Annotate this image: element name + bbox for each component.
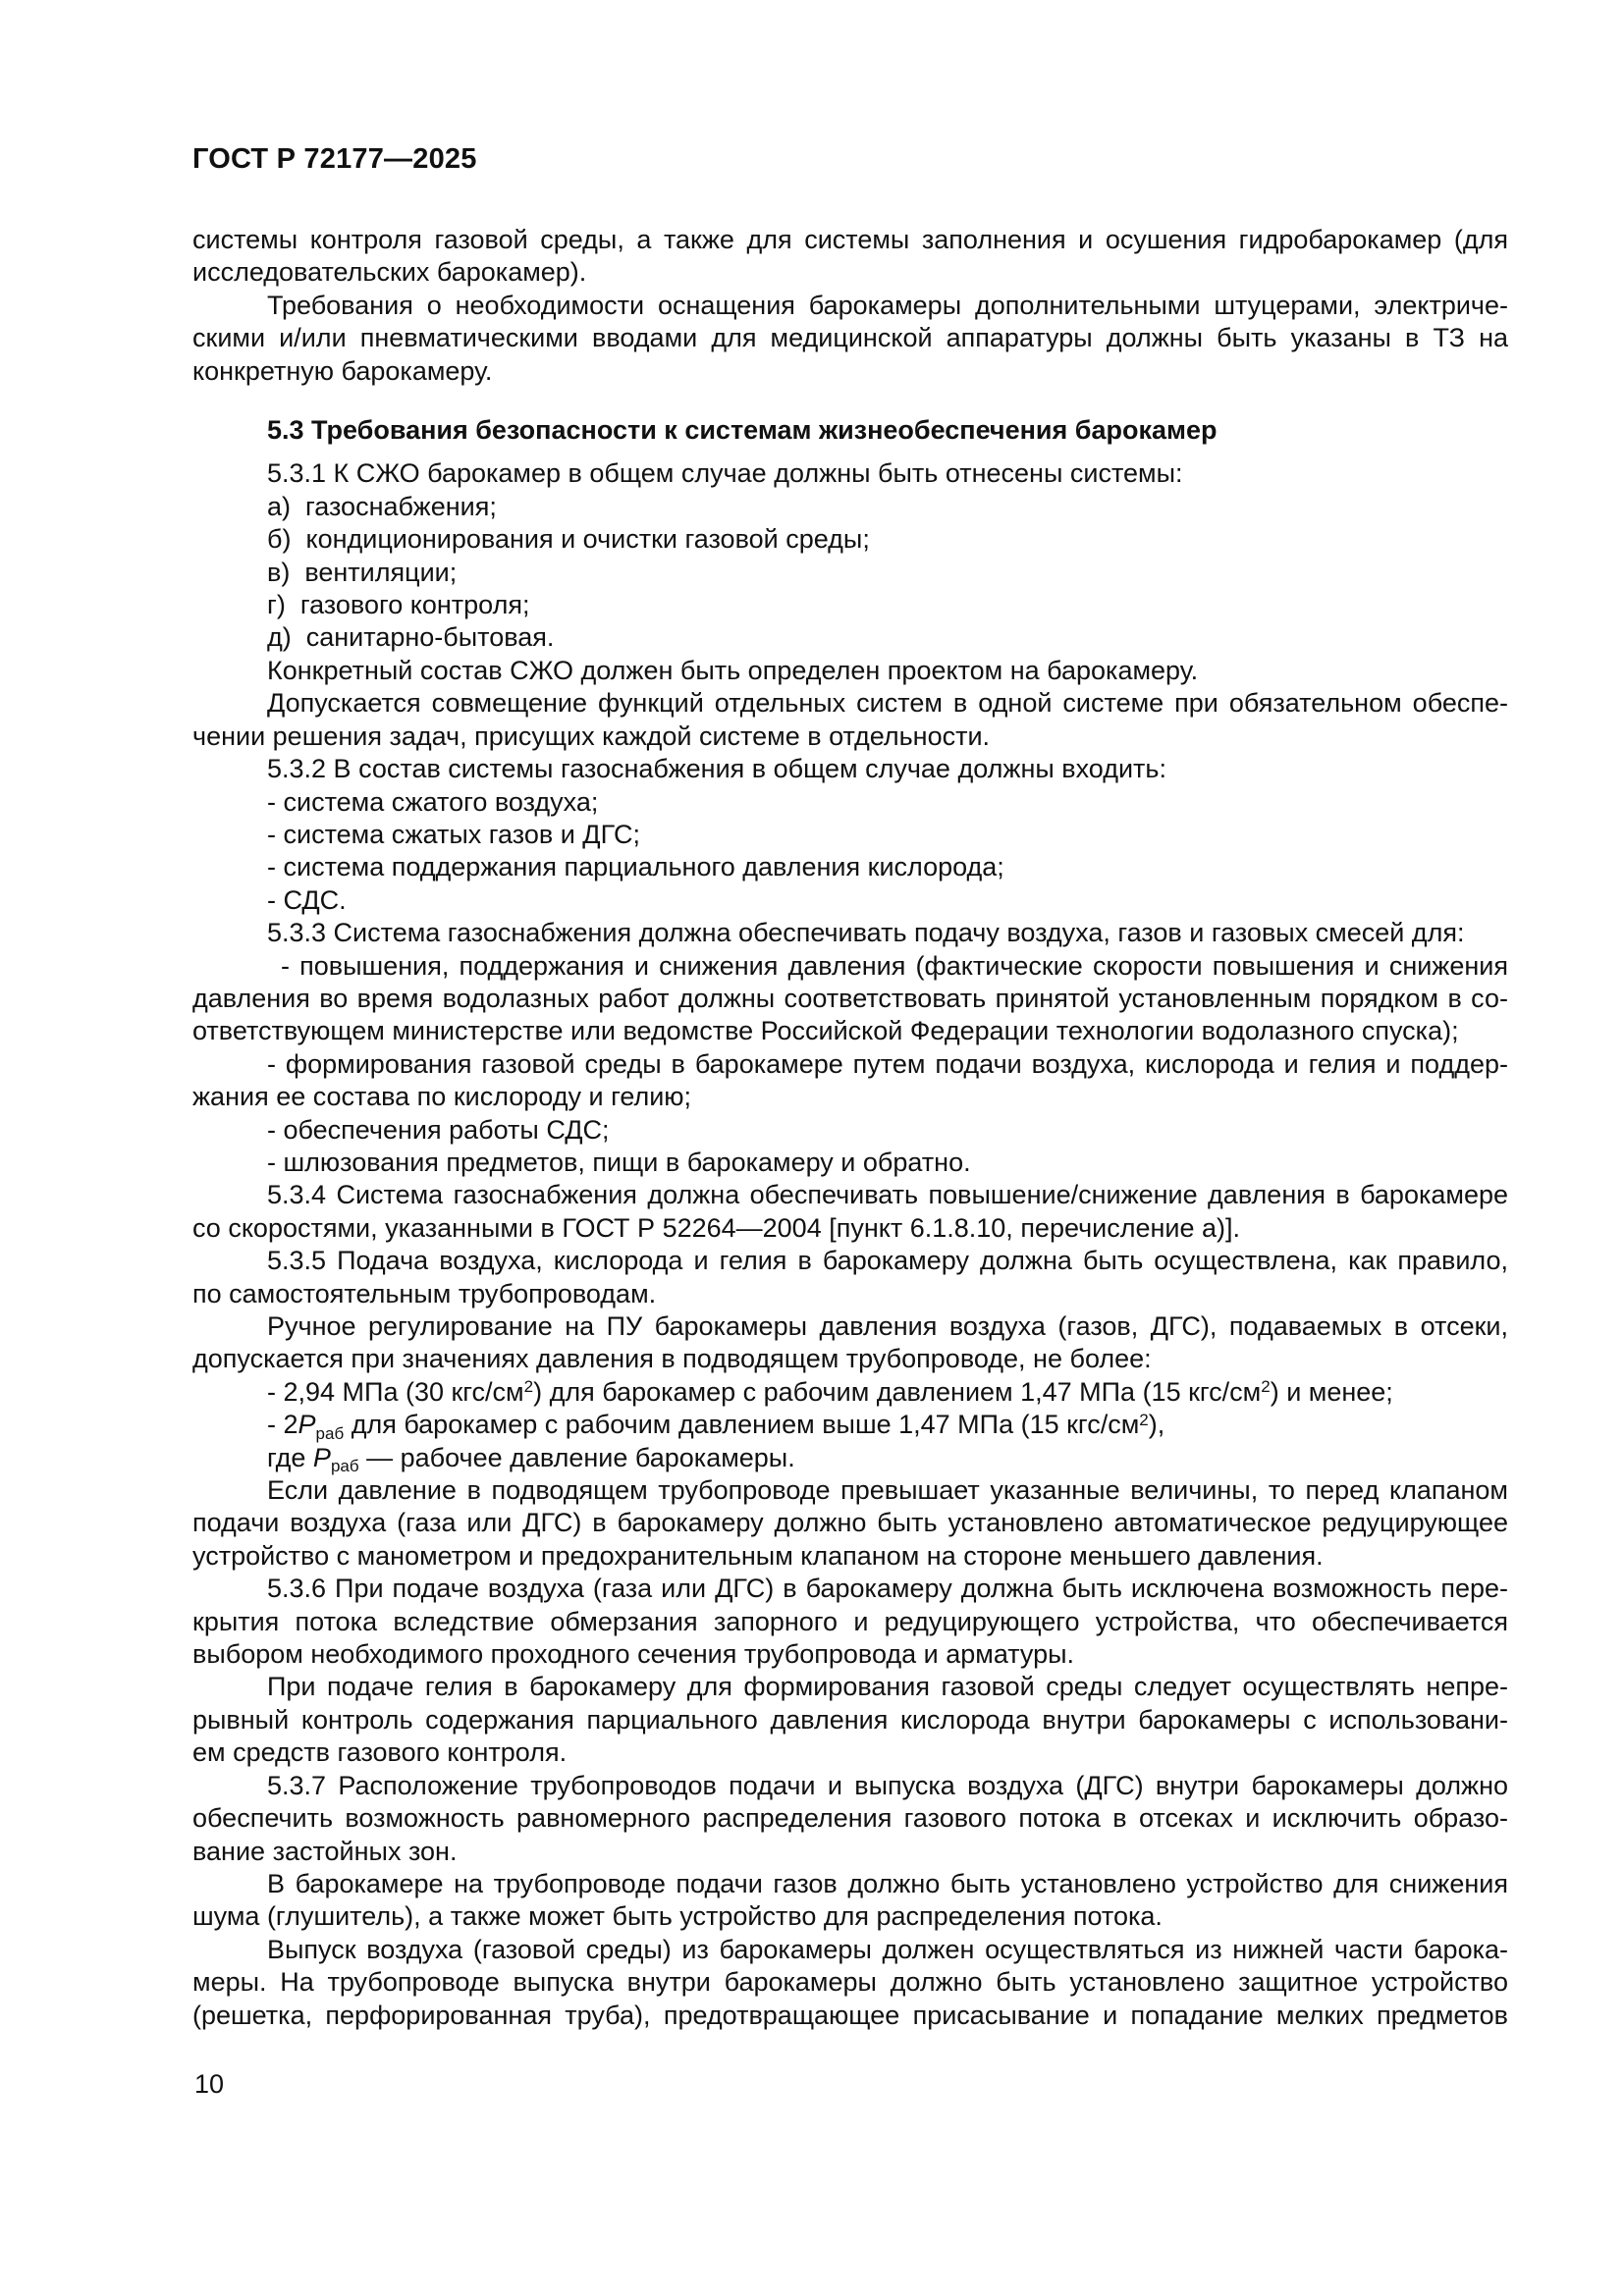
- text-line: 5.3.2 В состав системы газоснабжения в общем случае должны входить:: [267, 754, 1166, 784]
- paragraph: [192, 1147, 1508, 1179]
- text-line: чении решения задач, присущих каждой системе в отдельности.: [192, 721, 991, 751]
- superscript: 2: [1139, 1410, 1149, 1429]
- text-line: исследовательских барокамер).: [192, 257, 587, 288]
- text-line: а) газоснабжения;: [267, 491, 497, 521]
- text-line: 5.3 Требования безопасности к системам жизнеобеспечения барокамер: [267, 415, 1218, 446]
- text-line: Конкретный состав СЖО должен быть определен проектом на барокамеру.: [267, 655, 1199, 685]
- text-line: 5.3.1 К СЖО барокамер в общем случае должны быть отнесены системы:: [267, 458, 1183, 489]
- paragraph: [192, 1671, 1508, 1769]
- text-line: - обеспечения работы СДС;: [267, 1114, 610, 1145]
- paragraph: [192, 786, 1508, 819]
- paragraph: [192, 1310, 1508, 1376]
- text-line: - СДС.: [267, 884, 347, 915]
- text-line: Требования о необходимости оснащения барокамеры дополнительными штуцерами, электриче-: [267, 290, 1508, 320]
- text-line: давления во время водолазных работ должны соответствовать принятой установленным порядком в со-: [192, 983, 1508, 1013]
- text-line: 5.3.3 Система газоснабжения должна обеспечивать подачу воздуха, газов и газовых смесей для:: [267, 918, 1465, 948]
- text-line: Выпуск воздуха (газовой среды) из барокамеры должен осуществляться из нижней части барока-: [267, 1934, 1508, 1964]
- text-line: Допускается совмещение функций отдельных систем в одной системе при обязательном обеспе-: [267, 688, 1508, 719]
- text-line: ответствующем министерстве или ведомстве Российской Федерации технологии водолазного спуска);: [192, 1016, 1459, 1046]
- paragraph: [192, 1245, 1508, 1310]
- text-line: г) газового контроля;: [267, 590, 530, 620]
- text-line: 5.3.4 Система газоснабжения должна обеспечивать повышение/снижение давления в барокамере: [267, 1180, 1508, 1210]
- text-line: скими и/или пневматическими вводами для медицинской аппаратуры должны быть указаны в ТЗ на: [192, 323, 1508, 353]
- text-line: где $P_{раб}$ — рабочее давление барокамеры.: [267, 1442, 795, 1476]
- italic-variable: P: [312, 1442, 331, 1472]
- text-line: ем средств газового контроля.: [192, 1737, 568, 1768]
- paragraph: [192, 557, 1508, 589]
- paragraph: [192, 917, 1508, 949]
- text-line: допускается при значениях давления в подводящем трубопроводе, не более:: [192, 1344, 1152, 1374]
- paragraph: [192, 621, 1508, 654]
- paragraph: [192, 1048, 1508, 1114]
- paragraph: [192, 1868, 1508, 1934]
- paragraph: [192, 1442, 1508, 1474]
- text-line: - формирования газовой среды в барокамере путем подачи воздуха, кислорода и гелия и поддер-: [267, 1048, 1508, 1079]
- text-line: 5.3.7 Расположение трубопроводов подачи и выпуска воздуха (ДГС) внутри барокамеры должно: [267, 1770, 1508, 1800]
- text-line: При подаче гелия в барокамеру для формирования газовой среды следует осуществлять непре-: [267, 1672, 1508, 1702]
- paragraph: [192, 1376, 1508, 1409]
- text-line: - система сжатого воздуха;: [267, 786, 599, 817]
- paragraph: [192, 819, 1508, 851]
- text-line: Ручное регулирование на ПУ барокамеры давления воздуха (газов, ДГС), подаваемых в отсеки,: [267, 1311, 1508, 1341]
- page-number: 10: [194, 2069, 225, 2099]
- document-body: [192, 224, 1508, 2032]
- text-line: вание застойных зон.: [192, 1836, 458, 1866]
- superscript: 2: [523, 1377, 534, 1397]
- paragraph: [192, 950, 1508, 1048]
- paragraph: [192, 1474, 1508, 1573]
- paragraph: [192, 753, 1508, 785]
- paragraph: [192, 457, 1508, 490]
- paragraph: [192, 655, 1508, 687]
- text-line: шума (глушитель), а также может быть устройство для распределения потока.: [192, 1901, 1163, 1932]
- text-line: б) кондиционирования и очистки газовой среды;: [267, 524, 870, 555]
- paragraph: [192, 884, 1508, 917]
- paragraph: [192, 523, 1508, 556]
- paragraph: [192, 290, 1508, 388]
- paragraph: [192, 589, 1508, 621]
- text-line: жания ее состава по кислороду и гелию;: [192, 1082, 692, 1112]
- paragraph: [192, 1934, 1508, 2032]
- text-line: - система поддержания парциального давления кислорода;: [267, 852, 1004, 882]
- text-line: - шлюзования предметов, пищи в барокамеру и обратно.: [267, 1147, 971, 1177]
- text-line: - 2,94 МПа (30 кгс/$см^2$) для барокамер с рабочим давлением 1,47 МПа (15 кгс/$см^2$) и менее;: [267, 1376, 1393, 1407]
- text-line: - повышения, поддержания и снижения давления (фактические скорости повышения и снижения: [281, 950, 1508, 981]
- text-line: обеспечить возможность равномерного распределения газового потока в отсеках и исключить образо-: [192, 1803, 1508, 1834]
- text-line: Если давление в подводящем трубопроводе превышает указанные величины, то перед клапаном: [267, 1475, 1508, 1506]
- text-line: выбором необходимого проходного сечения трубопровода и арматуры.: [192, 1639, 1075, 1670]
- text-line: меры. На трубопроводе выпуска внутри барокамеры должно быть установлено защитное устройство: [192, 1967, 1508, 1998]
- text-line: конкретную барокамеру.: [192, 355, 493, 386]
- paragraph: [192, 224, 1508, 290]
- text-line: по самостоятельным трубопроводам.: [192, 1278, 657, 1308]
- text-line: подачи воздуха (газа или ДГС) в барокамеру должно быть установлено автоматическое редуцирующее: [192, 1508, 1508, 1538]
- paragraph: [192, 1114, 1508, 1147]
- text-line: крытия потока вследствие обмерзания запорного и редуцирующего устройства, что обеспечивается: [192, 1606, 1508, 1636]
- text-line: - $2P_{раб}$ для барокамер с рабочим давлением выше 1,47 МПа (15 кгс/$см^2$),: [267, 1410, 1165, 1443]
- text-line: 5.3.6 При подаче воздуха (газа или ДГС) в барокамеру должна быть исключена возможность пере-: [267, 1574, 1508, 1604]
- text-line: - система сжатых газов и ДГС;: [267, 819, 640, 849]
- paragraph: [192, 1770, 1508, 1868]
- paragraph: [192, 687, 1508, 753]
- text-line: системы контроля газовой среды, а также для системы заполнения и осушения гидробарокамер (для: [192, 225, 1508, 254]
- italic-variable: P: [298, 1410, 316, 1440]
- superscript: 2: [1261, 1377, 1271, 1397]
- paragraph: [192, 1409, 1508, 1441]
- text-line: В барокамере на трубопроводе подачи газов должно быть установлено устройство для снижения: [267, 1868, 1508, 1898]
- text-line: со скоростями, указанными в ГОСТ Р 52264—2004 [пункт 6.1.8.10, перечисление а)].: [192, 1212, 1241, 1243]
- paragraph: [192, 851, 1508, 883]
- text-line: устройство с манометром и предохранительным клапаном на стороне меньшего давления.: [192, 1540, 1324, 1571]
- subscript: раб: [315, 1423, 345, 1443]
- document-code: ГОСТ Р 72177—2025: [192, 143, 477, 175]
- text-line: рывный контроль содержания парциального давления кислорода внутри барокамеры с использовани-: [192, 1704, 1508, 1735]
- section-heading: [192, 414, 1508, 447]
- text-line: (решетка, перфорированная труба), предотвращающее присасывание и попадание мелких предметов: [192, 2000, 1508, 2030]
- paragraph: [192, 1573, 1508, 1671]
- text-line: 5.3.5 Подача воздуха, кислорода и гелия в барокамеру должна быть осуществлена, как правило,: [267, 1246, 1508, 1276]
- text-line: д) санитарно-бытовая.: [267, 622, 555, 653]
- subscript: раб: [330, 1457, 359, 1476]
- paragraph: [192, 1179, 1508, 1245]
- text-line: в) вентиляции;: [267, 557, 458, 587]
- paragraph: [192, 491, 1508, 523]
